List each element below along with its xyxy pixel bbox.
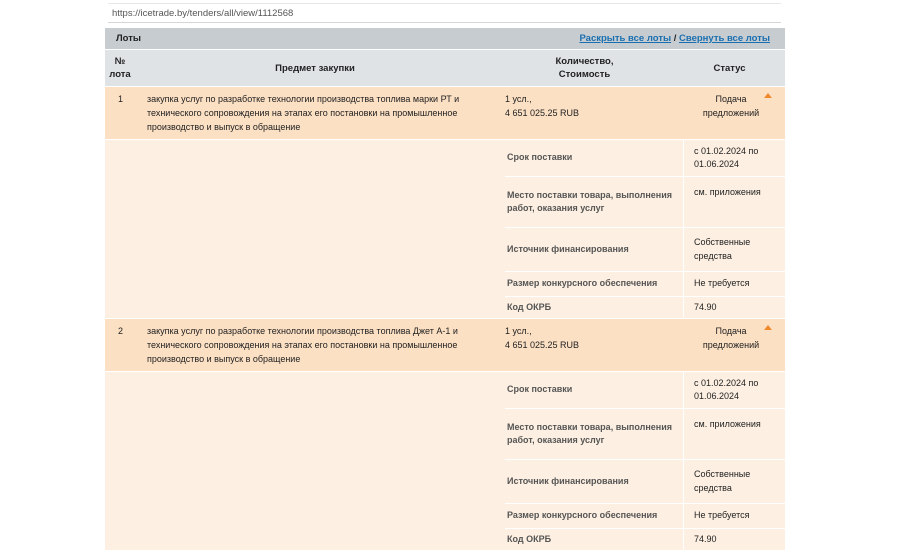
detail-funding-source: Источник финансирования Собственные средства — [505, 459, 785, 503]
detail-security-amount: Размер конкурсного обеспечения Не требуется — [505, 503, 785, 528]
lot-status: Подача предложений — [702, 94, 760, 118]
detail-funding-source: Источник финансирования Собственные средства — [505, 227, 785, 271]
detail-delivery-term: Срок поставки с 01.02.2024 по 01.06.2024 — [505, 139, 785, 176]
detail-delivery-place: Место поставки товара, выполнения работ, оказания услуг см. приложения — [505, 408, 785, 459]
lot-quantity-cost: 1 усл., 4 651 025.25 RUB — [505, 326, 580, 350]
lot-number: 1 — [117, 94, 123, 104]
lots-title: Лоты — [116, 33, 141, 44]
lot-row[interactable] — [105, 318, 785, 371]
detail-delivery-place: Место поставки товара, выполнения работ, оказания услуг см. приложения — [505, 176, 785, 227]
detail-delivery-term: Срок поставки с 01.02.2024 по 01.06.2024 — [505, 371, 785, 408]
col-status: Статус — [713, 62, 746, 74]
detail-security-amount: Размер конкурсного обеспечения Не требуется — [505, 271, 785, 296]
column-headers — [105, 49, 785, 86]
details-spacer — [105, 139, 505, 318]
lot-details — [105, 139, 785, 318]
lots-toggle-links — [579, 33, 770, 44]
col-subject: Предмет закупки — [275, 62, 355, 74]
details-grid — [505, 371, 785, 550]
expand-all-link[interactable]: Раскрыть все лоты — [579, 33, 672, 44]
lot-subject: закупка услуг по разработке технологии производства топлива марки РТ и технического сопровождения на этапах его постановки на промышленное производство и выпуск в обращение — [147, 94, 460, 132]
collapse-all-link[interactable]: Свернуть все лоты — [679, 33, 770, 44]
detail-okrb-code: Код ОКРБ 74.90 — [505, 296, 785, 318]
collapse-triangle-icon[interactable] — [764, 325, 772, 330]
col-lot-number: № лота — [109, 56, 131, 80]
links-separator: / — [673, 33, 677, 44]
lot-details — [105, 371, 785, 550]
lot-subject: закупка услуг по разработке технологии производства топлива Джет А-1 и технического сопровождения на этапах его постановки на промышленное производство и выпуск в обращение — [147, 326, 458, 364]
lot-number: 2 — [117, 326, 123, 336]
lots-table — [105, 28, 785, 550]
col-quantity-cost: Количество, Стоимость — [555, 56, 614, 80]
details-spacer — [105, 371, 505, 550]
details-grid — [505, 139, 785, 318]
lots-header — [105, 28, 785, 49]
collapse-triangle-icon[interactable] — [764, 93, 772, 98]
address-bar[interactable]: https://icetrade.by/tenders/all/view/1112568 — [108, 3, 781, 23]
detail-okrb-code: Код ОКРБ 74.90 — [505, 528, 785, 550]
lot-status: Подача предложений — [702, 326, 760, 350]
lot-quantity-cost: 1 усл., 4 651 025.25 RUB — [505, 94, 580, 118]
lot-row[interactable] — [105, 86, 785, 139]
